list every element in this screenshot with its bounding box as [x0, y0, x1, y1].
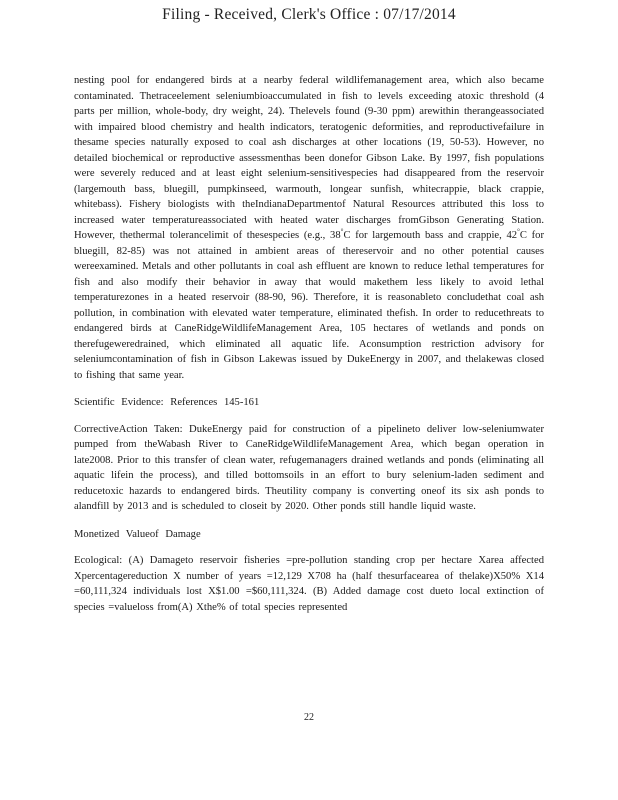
filing-stamp-header: Filing - Received, Clerk's Office : 07/17/2014 — [162, 6, 456, 23]
degree-symbol-1: ° — [340, 227, 344, 236]
temperature-1-value: 38 — [330, 230, 341, 241]
body-paragraph-selenium-impact — [74, 73, 544, 383]
temperature-1-text: C for largemouth bass and crappie, — [343, 230, 502, 241]
page-content — [74, 73, 544, 627]
paragraph-1-text: nesting pool for endangered birds at a nearby federal wildlifemanagement area, which also became contaminated. Thetraceelement seleniumbioaccumulated in fish to levels exceeding atoxic threshold (4 parts per million, whole-body, dry weight, 24). Thelevels found (9-30 ppm) arewithin therangeassociated with impaired blood chemistry and health indicators, teratogenic deformities, and reproductivefailure in thesame species naturally exposed to coal ash discharges at other locations (19, 50-53). However, no detailed biochemical or reproductive assessmenthas been donefor Gibson Lake. By 1997, fish populations were severely reduced and at least eight selenium-sensitivespecies had disappeared from the reservoir (largemouth bass, bluegill, pumpkinseed, warmouth, longear sunfish, whitecrappie, black crappie, whitebass). Fishery biologists with theIndianaDepartmentof Natural Resources attributed this loss to increased water temperatureassociated with heated water discharges fromGibson Generating Station. However, thethermal tolerancelimit of thesespecies (e.g., — [74, 75, 544, 241]
temperature-2-text: C for bluegill, 82-85) was not attained in ambient areas of thereservoir and no other potential causes wereexamined. Metals and other pollutants in coal ash effluent are known to reduce lethal temperatures for fish and also modify their behavior in away that would makethem less likely to avoid lethal temperaturezones in a heated reservoir (88-90, 96). Therefore, it is reasonableto concludethat coal ash pollution, in combination with elevated water temperature, eliminated thefish. In order to reducethreats to endangered birds at CaneRidgeWildlifeManagement Area, 105 hectares of wetlands and ponds on therefugeweredrained, which eliminated all aquatic life. Aconsumption restriction advisory for seleniumcontamination of fish in Gibson Lakewas issued by DukeEnergy in 2007, and thelakewas closed to fishing that same year. — [74, 230, 544, 381]
degree-symbol-2: ° — [517, 227, 520, 236]
monetized-value-heading: Monetized Valueof Damage — [74, 528, 201, 540]
body-paragraph-corrective-action: CorrectiveAction Taken: DukeEnergy paid for construction of a pipelineto deliver low-seleniumwater pumped from theWabash River to CaneRidgeWildlifeManagement Area, which began operation in late2008. Prior to this transfer of clean water, refugemanagers drained wetlands and ponds (eliminating all aquatic lifein the process), and tilled bottomsoils in an effort to bury selenium-laden sediment and reducetoxic hazards to endangered birds. Theutility company is converting oneof its six ash ponds to alandfill by 2013 and is scheduled to closeit by 2020. Other ponds still handle liquid waste. — [74, 423, 544, 512]
body-paragraph-ecological-damage: Ecological: (A) Damageto reservoir fisheries =pre-pollution standing crop per hectare Xarea affected Xpercentagereduction X number of years =12,129 X708 ha (half thesurfacearea of thelake)X50% X14 =60,111,324 individuals lost X$1.00 =$60,111,324. (B) Added damage cost dueto local extinction of species =valueloss from(A) Xthe% of total species represented — [74, 555, 544, 613]
scientific-evidence-line: Scientific Evidence: References 145-161 — [74, 397, 260, 408]
page-number: 22 — [304, 712, 314, 723]
temperature-2-value: 42 — [506, 230, 518, 241]
